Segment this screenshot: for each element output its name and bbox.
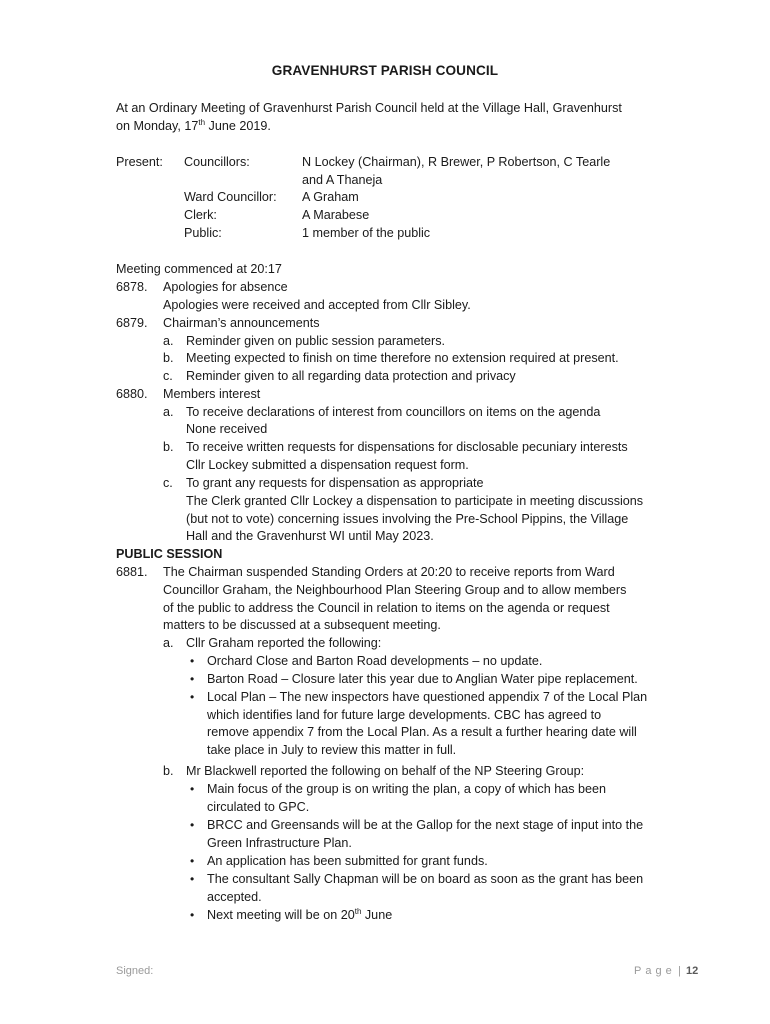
page-number: 12: [686, 965, 699, 977]
sub-item-letter: b.: [163, 764, 174, 778]
sub-item-text: (but not to vote) concerning issues involving the Pre-School Pippins, the Village: [186, 512, 629, 526]
bullet-text: An application has been submitted for grant funds.: [207, 854, 488, 868]
bullet-icon: •: [190, 690, 195, 704]
sub-item-letter: a.: [163, 405, 174, 419]
sub-item-letter: b.: [163, 440, 174, 454]
present-label: Present:: [116, 155, 163, 169]
bullet-text: [207, 906, 392, 924]
signed-label: Signed:: [116, 965, 154, 977]
meeting-commenced: Meeting commenced at 20:17: [116, 262, 282, 276]
next-meeting-date-suffix: th: [354, 907, 362, 916]
bullet-text: The consultant Sally Chapman will be on board as soon as the grant has been: [207, 872, 644, 886]
public-session-heading: PUBLIC SESSION: [116, 547, 223, 561]
bullet-icon: •: [190, 782, 195, 796]
bullet-text: Local Plan – The new inspectors have questioned appendix 7 of the Local Plan: [207, 690, 648, 704]
intro-date-suffix: th: [198, 118, 206, 127]
sub-item-text: Cllr Graham reported the following:: [186, 636, 382, 650]
councillors-names-1: N Lockey (Chairman), R Brewer, P Robertson, C Tearle: [302, 155, 611, 169]
bullet-icon: •: [190, 654, 195, 668]
sub-item-text: Cllr Lockey submitted a dispensation request form.: [186, 458, 469, 472]
document-title: GRAVENHURST PARISH COUNCIL: [271, 63, 499, 78]
sub-item-text: To receive written requests for dispensations for disclosable pecuniary interests: [186, 440, 628, 454]
councillors-label: Councillors:: [184, 155, 250, 169]
page-label: Page: [634, 965, 676, 977]
item-number: 6880.: [116, 387, 148, 401]
item-text: The Chairman suspended Standing Orders at 20:20 to receive reports from Ward: [163, 565, 615, 579]
item-text: Apologies were received and accepted from Cllr Sibley.: [163, 298, 471, 312]
intro-date-rest: June 2019.: [205, 119, 271, 133]
ward-councillor-label: Ward Councillor:: [184, 190, 277, 204]
bullet-text: accepted.: [207, 890, 262, 904]
bullet-text: circulated to GPC.: [207, 800, 310, 814]
councillors-names-2: and A Thaneja: [302, 173, 383, 187]
sub-item-text: To receive declarations of interest from councillors on items on the agenda: [186, 405, 601, 419]
item-text: of the public to address the Council in relation to items on the agenda or request: [163, 601, 610, 615]
next-meeting-text: Next meeting will be on 20: [207, 908, 355, 922]
bullet-text: take place in July to review this matter in full.: [207, 743, 457, 757]
sub-item-text: Meeting expected to finish on time therefore no extension required at present.: [186, 351, 619, 365]
bullet-text: Main focus of the group is on writing the plan, a copy of which has been: [207, 782, 607, 796]
sub-item-text: To grant any requests for dispensation as appropriate: [186, 476, 484, 490]
sub-item-letter: c.: [163, 369, 173, 383]
bullet-text: Green Infrastructure Plan.: [207, 836, 352, 850]
bullet-text: Orchard Close and Barton Road developments – no update.: [207, 654, 543, 668]
item-text: matters to be discussed at a subsequent meeting.: [163, 618, 441, 632]
item-title: Apologies for absence: [163, 280, 288, 294]
sub-item-text: Hall and the Gravenhurst WI until May 2023.: [186, 529, 434, 543]
bullet-icon: •: [190, 872, 195, 886]
sub-item-letter: b.: [163, 351, 174, 365]
item-number: 6878.: [116, 280, 148, 294]
intro-line-2: [116, 117, 271, 135]
bullet-text: remove appendix 7 from the Local Plan. As a result a further hearing date will: [207, 725, 637, 739]
bullet-text: which identifies land for future large developments. CBC has agreed to: [207, 708, 602, 722]
public-label: Public:: [184, 226, 222, 240]
next-meeting-month: June: [361, 908, 393, 922]
bullet-icon: •: [190, 854, 195, 868]
bullet-icon: •: [190, 818, 195, 832]
ward-councillor-name: A Graham: [302, 190, 359, 204]
bullet-icon: •: [190, 908, 195, 922]
bullet-text: Barton Road – Closure later this year due to Anglian Water pipe replacement.: [207, 672, 638, 686]
item-title: Members interest: [163, 387, 261, 401]
bullet-text: BRCC and Greensands will be at the Gallop for the next stage of input into the: [207, 818, 644, 832]
sub-item-letter: a.: [163, 334, 174, 348]
sub-item-text: Reminder given to all regarding data protection and privacy: [186, 369, 516, 383]
clerk-name: A Marabese: [302, 208, 370, 222]
clerk-label: Clerk:: [184, 208, 217, 222]
sub-item-letter: c.: [163, 476, 173, 490]
item-number: 6879.: [116, 316, 148, 330]
sub-item-text: None received: [186, 422, 268, 436]
bullet-icon: •: [190, 672, 195, 686]
intro-line-1: At an Ordinary Meeting of Gravenhurst Parish Council held at the Village Hall, Gravenhurst: [116, 101, 622, 115]
page-separator: |: [678, 965, 681, 977]
item-title: Chairman’s announcements: [163, 316, 320, 330]
sub-item-text: Reminder given on public session parameters.: [186, 334, 446, 348]
item-number: 6881.: [116, 565, 148, 579]
public-value: 1 member of the public: [302, 226, 431, 240]
sub-item-text: Mr Blackwell reported the following on behalf of the NP Steering Group:: [186, 764, 585, 778]
item-text: Councillor Graham, the Neighbourhood Plan Steering Group and to allow members: [163, 583, 627, 597]
sub-item-text: The Clerk granted Cllr Lockey a dispensation to participate in meeting discussions: [186, 494, 644, 508]
sub-item-letter: a.: [163, 636, 174, 650]
intro-date-text: on Monday, 17: [116, 119, 199, 133]
